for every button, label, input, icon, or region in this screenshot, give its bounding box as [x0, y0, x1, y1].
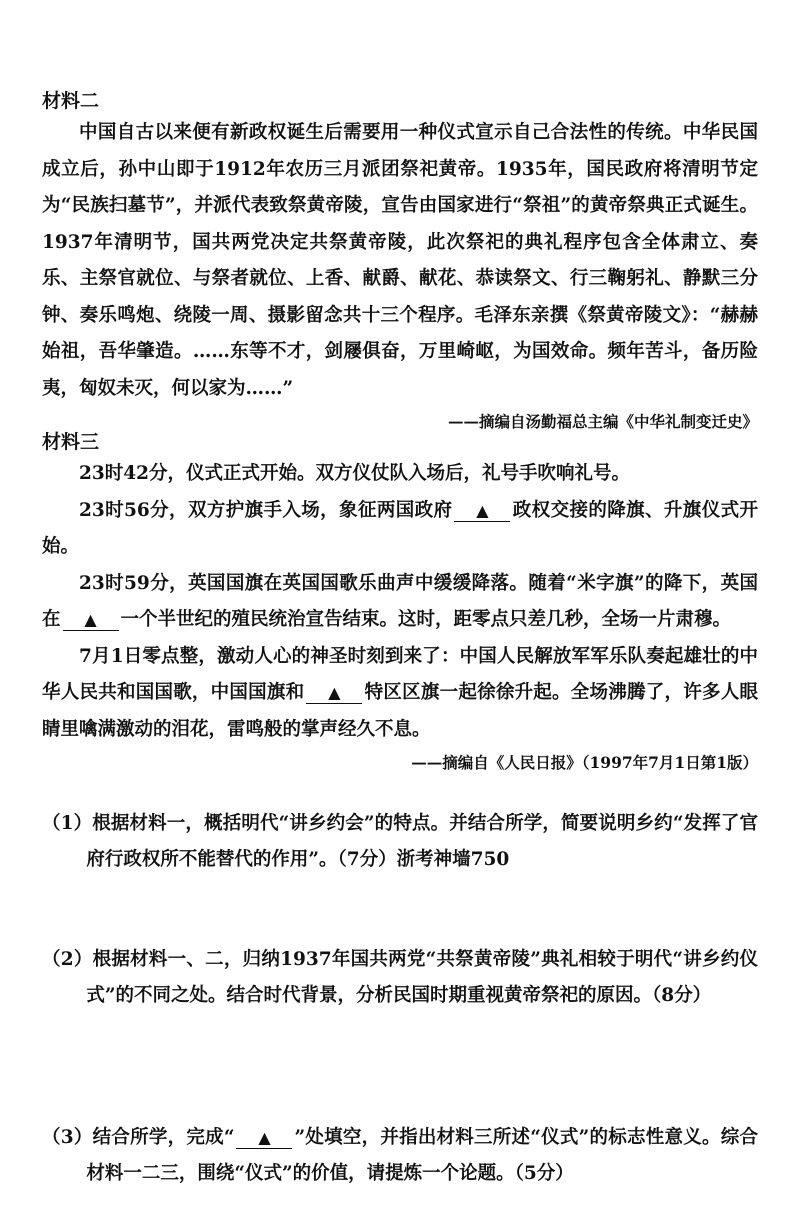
- paragraph-text: 23时59分，英国国旗在英国国歌乐曲声中缓缓降落。随着“米字旗”的降下，英国在: [42, 572, 758, 630]
- fill-blank-triangle-icon: ▲: [454, 501, 510, 522]
- paragraph-text: 23时56分，双方护旗手入场，象征两国政府: [79, 499, 453, 521]
- question-text: ”处填空，并指出材料三所述“仪式”的标志性意义。综合材料一二三，围绕“仪式”的价值，请提炼一个论题。（5分）: [86, 1127, 758, 1184]
- question-text: （3）结合所学，完成“: [42, 1127, 235, 1148]
- fill-blank-triangle-icon: ▲: [236, 1128, 292, 1149]
- material-three-paragraph-1: 23时42分，仪式正式开始。双方仪仗队入场后，礼号手吹响礼号。: [79, 463, 630, 484]
- paragraph-text: 7月1日零点整，激动人心的神圣时刻到来了：中国人民解放军军乐队奏起雄壮的中华人民共和国国歌，中国国旗和: [42, 645, 758, 703]
- paragraph-text: 特区区旗一起徐徐升起。全场沸腾了，许多人眼睛里噙满激动的泪花，雷鸣般的掌声经久不息。: [42, 682, 758, 740]
- material-three: [42, 428, 758, 778]
- material-two: [42, 87, 758, 437]
- fill-blank-triangle-icon: ▲: [63, 610, 119, 631]
- paragraph-text: 一个半世纪的殖民统治宣告结束。这时，距零点只差几秒，全场一片肃穆。: [120, 609, 732, 630]
- question-2: （2）根据材料一、二，归纳1937年国共两党“共祭黄帝陵”典礼相较于明代“讲乡约仪式”的不同之处。结合时代背景，分析民国时期重视黄帝祭祀的原因。（8分）: [42, 949, 758, 1006]
- material-three-paragraph-2: [42, 493, 758, 566]
- material-two-title: 材料二: [42, 90, 100, 112]
- question-3: [42, 1120, 758, 1192]
- material-three-source: ——摘编自《人民日报》（1997年7月1日第1版）: [411, 753, 758, 772]
- material-three-paragraph-3: [42, 566, 758, 639]
- material-three-title: 材料三: [42, 431, 100, 453]
- material-three-paragraph-4: [42, 639, 758, 749]
- question-1: （1）根据材料一，概括明代“讲乡约会”的特点。并结合所学，简要说明乡约“发挥了官府行政权所不能替代的作用”。（7分）浙考神墙750: [42, 813, 758, 870]
- material-two-paragraph: 中国自古以来便有新政权诞生后需要用一种仪式宣示自己合法性的传统。中华民国成立后，孙中山即于1912年农历三月派团祭祀黄帝。1935年，国民政府将清明节定为“民族扫墓节”，并派代表致祭黄帝陵，宣告由国家进行“祭祖”的黄帝祭典正式诞生。1937年清明节，国共两党决定共祭黄帝陵，此次祭祀的典礼程序包含全体肃立、奏乐、主祭官就位、与祭者就位、上香、献爵、献花、恭读祭文、行三鞠躬礼、静默三分钟、奏乐鸣炮、绕陵一周、摄影留念共十三个程序。毛泽东亲撰《祭黄帝陵文》：“赫赫始祖，吾华肇造。……东等不才，剑屦俱奋，万里崎岖，为国效命。频年苦斗，备历险夷，匈奴未灭，何以家为……”: [42, 122, 758, 399]
- paragraph-text: 政权交接的降旗、升旗仪式开始。: [42, 499, 758, 557]
- fill-blank-triangle-icon: ▲: [306, 683, 362, 704]
- material-two-source: ——摘编自汤勤福总主编《中华礼制变迁史》: [447, 412, 758, 431]
